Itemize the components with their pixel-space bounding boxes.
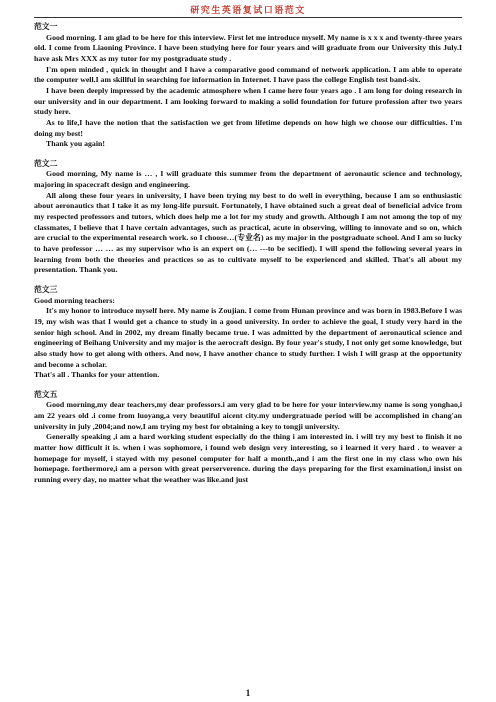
section-title: 范文五 — [34, 389, 58, 399]
header-rule — [34, 17, 462, 18]
paragraph: It's my honor to introduce myself here. My name is Zoujian. I come from Hunan province and was born in 1983.Before I was 19, my wish was that I would get a chance to study in a good university. In order to achieve the goal, I study very hard in the senior high school. And in 2002, my dream finally became true. I was admitted by the department of aeronautical science and engineering of Beihang University and my major is the aerocraft design. By four year's study, I not only get some knowledge, but also study how to get along with others. And now, I have another chance to study further. I wish I will grasp at the opportunity and become a scholar. — [34, 306, 462, 369]
paragraph: I have been deeply impressed by the academic atmosphere when I came here four years ago . I am long for doing research in our university and in our department. I am looking forward to making a solid foundation for future profession after two years study here. — [34, 85, 462, 117]
paragraph: As to life,I have the notion that the satisfaction we get from lifetime depends on how high we choose our difficulties. I'm doing my best! — [34, 117, 462, 138]
page-header: 研究生英语复试口语范文 — [190, 6, 306, 16]
paragraph: Good morning teachers: — [34, 295, 115, 305]
paragraph: I'm open minded , quick in thought and I have a comparative good command of network application. I am able to operate the computer well.I am skillful in searching for information in Internet. I have pass the college English test band-six. — [34, 64, 462, 85]
section-title: 范文三 — [34, 284, 58, 294]
essay-section-5 — [34, 390, 462, 486]
essay-section-1 — [34, 22, 462, 150]
essay-section-2 — [34, 159, 462, 276]
paragraph: Good morning. I am glad to be here for this interview. First let me introduce myself. My name is x x x and twenty-three years old. I come from Liaoning Province. I have been studying here for four years and will graduate from our University this July.I have ask Mrs XXX as my tutor for my postgraduate study . — [34, 32, 462, 63]
page-number: 1 — [245, 688, 251, 698]
section-spacer — [34, 381, 462, 390]
paragraph: Generally speaking ,i am a hard working student especially do the thing i am interested in. i will try my best to finish it no matter how difficult it is. when i was sophomore, i found web design very interesting, so i learned it very hard . to weaver a homepage for myself, i stayed with my pesonel computer for half a month.,and i am the first one in my class who own his homepage. forthermore,i am a person with great perserverence. during the days preparing for the first examination,i insist on running every day, no matter what the weather was like.and just — [34, 432, 462, 484]
paragraph: All along these four years in university, I have been trying my best to do well in everything, because I am so enthusiastic about aeronautics that I take it as my long-life pursuit. Fortunately, I have obtained such a great deal of beneficial advice from my respected professors and tutors, which does help me a lot for my study and growth. Although I am not among the top of my classmates, I believe that I have certain advantages, such as practical, acute in observing, willing to innovate and so on, which are crucial to the experimental research work. so I choose…(专业名) as my major in the postgraduate school. And I am so lucky to have professor … … as my supervisor who is an expert on (… ---to be secified). I will spend the following several years in learning from both the theories and practices so as to cultivate myself to be experienced and skilled. That's all about my presentation. Thank you. — [34, 190, 462, 275]
essay-section-3 — [34, 285, 462, 381]
paragraph: Good morning, My name is … , I will graduate this summer from the department of aeronautic science and technology, majoring in spacecraft design and engineering. — [34, 169, 462, 190]
section-spacer — [34, 150, 462, 159]
paragraph: Good morning,my dear teachers,my dear professors.i am very glad to be here for your interview.my name is song yonghao,i am 22 years old .i come from luoyang,a very beautiful aicent city.my undergratuade period will be accomplished in chang'an university in july ,2004;and now,I am trying my best for obtaining a key to tongji university. — [34, 400, 462, 431]
section-spacer — [34, 276, 462, 285]
paragraph: Thank you again! — [46, 139, 105, 149]
paragraph: That's all . Thanks for your attention. — [34, 370, 160, 380]
section-title: 范文一 — [34, 22, 58, 31]
section-title: 范文二 — [34, 158, 58, 168]
